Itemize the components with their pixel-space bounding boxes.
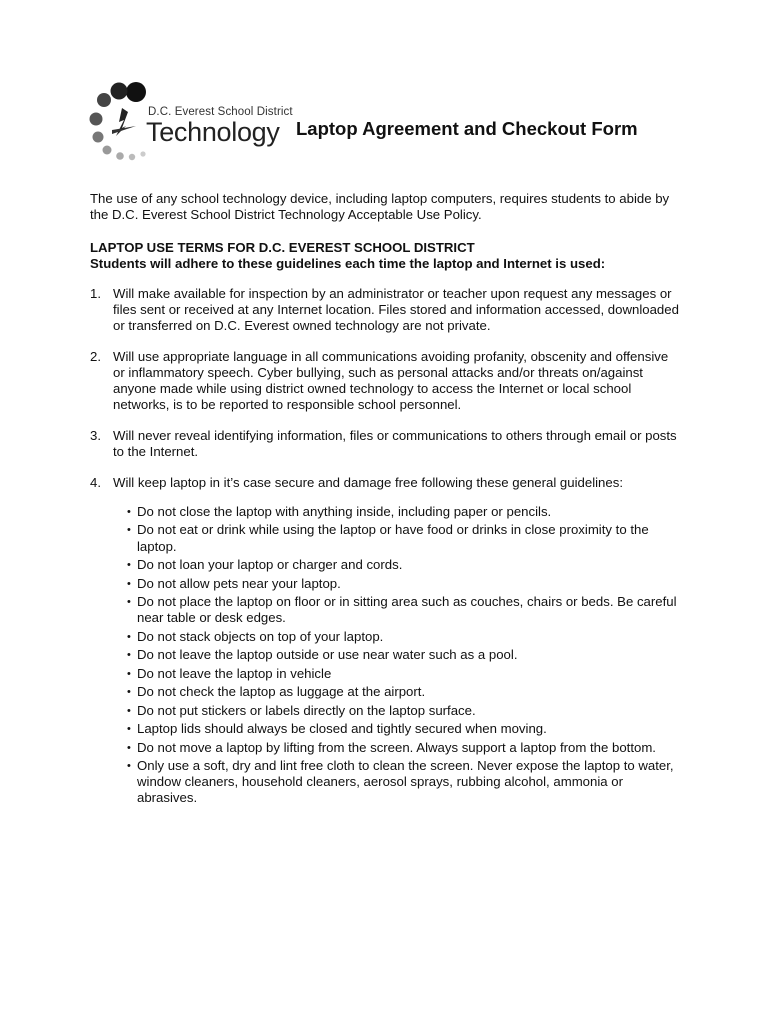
guideline-item bbox=[127, 721, 682, 737]
guideline-text: Do not check the laptop as luggage at the airport. bbox=[137, 684, 426, 700]
guideline-text: Do not put stickers or labels directly on the laptop surface. bbox=[137, 702, 476, 718]
terms-subheading: Students will adhere to these guidelines each time the laptop and Internet is used: bbox=[90, 256, 606, 271]
guideline-text: Do not stack objects on top of your laptop. bbox=[137, 628, 384, 644]
page-title: Laptop Agreement and Checkout Form bbox=[296, 118, 638, 139]
list-item-text: Will keep laptop in it’s case secure and damage free following these general guidelines: bbox=[113, 475, 623, 490]
logo-technology-text: Technology bbox=[146, 117, 280, 147]
guideline-text: Do not eat or drink while using the laptop or have food or drinks in close proximity to the laptop. bbox=[137, 522, 649, 554]
document-body bbox=[90, 191, 682, 821]
guideline-text: Do not close the laptop with anything inside, including paper or pencils. bbox=[137, 504, 552, 519]
guideline-text: Do not leave the laptop in vehicle bbox=[137, 665, 332, 681]
district-logo bbox=[86, 78, 296, 168]
guideline-text: Only use a soft, dry and lint free cloth to clean the screen. Never expose the laptop to water, window cleaners, household cleaners, aerosol sprays, rubbing alcohol, ammonia or abrasives. bbox=[137, 758, 674, 806]
terms-heading: LAPTOP USE TERMS FOR D.C. EVEREST SCHOOL DISTRICT bbox=[90, 240, 475, 255]
list-item bbox=[90, 475, 682, 806]
bullet-icon: • bbox=[127, 596, 131, 609]
bullet-icon: • bbox=[127, 559, 131, 572]
list-number: 2. bbox=[90, 349, 101, 364]
bullet-icon: • bbox=[127, 506, 131, 518]
list-item-text: Will use appropriate language in all communications avoiding profanity, obscenity and offensive or inflammatory speech. Cyber bullying, such as personal attacks and/or threats on/against anyone made while using district owned technology to access the Internet or local school networks, is to be reported to responsible school personnel. bbox=[113, 349, 669, 412]
bullet-icon: • bbox=[127, 577, 131, 590]
guideline-item bbox=[127, 522, 682, 554]
guideline-item bbox=[127, 504, 682, 520]
page-header bbox=[86, 78, 686, 168]
list-item-text: Will make available for inspection by an administrator or teacher upon request any messages or files sent or received at any Internet location. Files stored and information accessed, downloaded or transferred on D.C. Everest owned technology are not private. bbox=[113, 286, 679, 333]
guideline-text: Do not move a laptop by lifting from the screen. Always support a laptop from the bottom. bbox=[137, 739, 656, 755]
bullet-icon: • bbox=[127, 741, 131, 754]
guideline-text: Do not leave the laptop outside or use near water such as a pool. bbox=[137, 647, 518, 663]
list-item bbox=[90, 286, 682, 334]
list-number: 1. bbox=[90, 286, 101, 301]
bullet-icon: • bbox=[127, 524, 131, 537]
guideline-item bbox=[127, 594, 682, 626]
logo-district-text: D.C. Everest School District bbox=[148, 106, 293, 118]
bullet-icon: • bbox=[127, 649, 131, 662]
guideline-item bbox=[127, 576, 682, 592]
list-number: 3. bbox=[90, 428, 101, 443]
bullet-icon: • bbox=[127, 704, 131, 717]
guideline-text: Do not loan your laptop or charger and cords. bbox=[137, 557, 403, 573]
bullet-icon: • bbox=[127, 630, 131, 643]
list-item-text: Will never reveal identifying information, files or communications to others through email or posts to the Internet. bbox=[113, 428, 677, 459]
guideline-text: Do not allow pets near your laptop. bbox=[137, 575, 341, 591]
bullet-icon: • bbox=[127, 760, 131, 772]
list-item bbox=[90, 349, 682, 413]
guideline-item bbox=[127, 666, 682, 682]
guideline-text: Laptop lids should always be closed and tightly secured when moving. bbox=[137, 721, 547, 737]
guideline-item bbox=[127, 647, 682, 663]
guideline-text: Do not place the laptop on floor or in sitting area such as couches, chairs or beds. Be careful near table or desk edges. bbox=[137, 594, 677, 626]
bullet-icon: • bbox=[127, 723, 131, 736]
guideline-item bbox=[127, 740, 682, 756]
bullet-icon: • bbox=[127, 686, 131, 699]
guideline-item bbox=[127, 703, 682, 719]
guideline-item bbox=[127, 758, 682, 806]
dot-ring-icon bbox=[86, 78, 148, 168]
terms-list bbox=[90, 286, 682, 806]
guideline-item bbox=[127, 629, 682, 645]
guideline-item bbox=[127, 684, 682, 700]
intro-paragraph: The use of any school technology device, including laptop computers, requires students to abide by the D.C. Everest School District Technology Acceptable Use Policy. bbox=[90, 191, 670, 222]
guidelines-list bbox=[127, 504, 682, 806]
list-number: 4. bbox=[90, 475, 101, 490]
list-item bbox=[90, 428, 682, 460]
bullet-icon: • bbox=[127, 667, 131, 680]
guideline-item bbox=[127, 557, 682, 573]
